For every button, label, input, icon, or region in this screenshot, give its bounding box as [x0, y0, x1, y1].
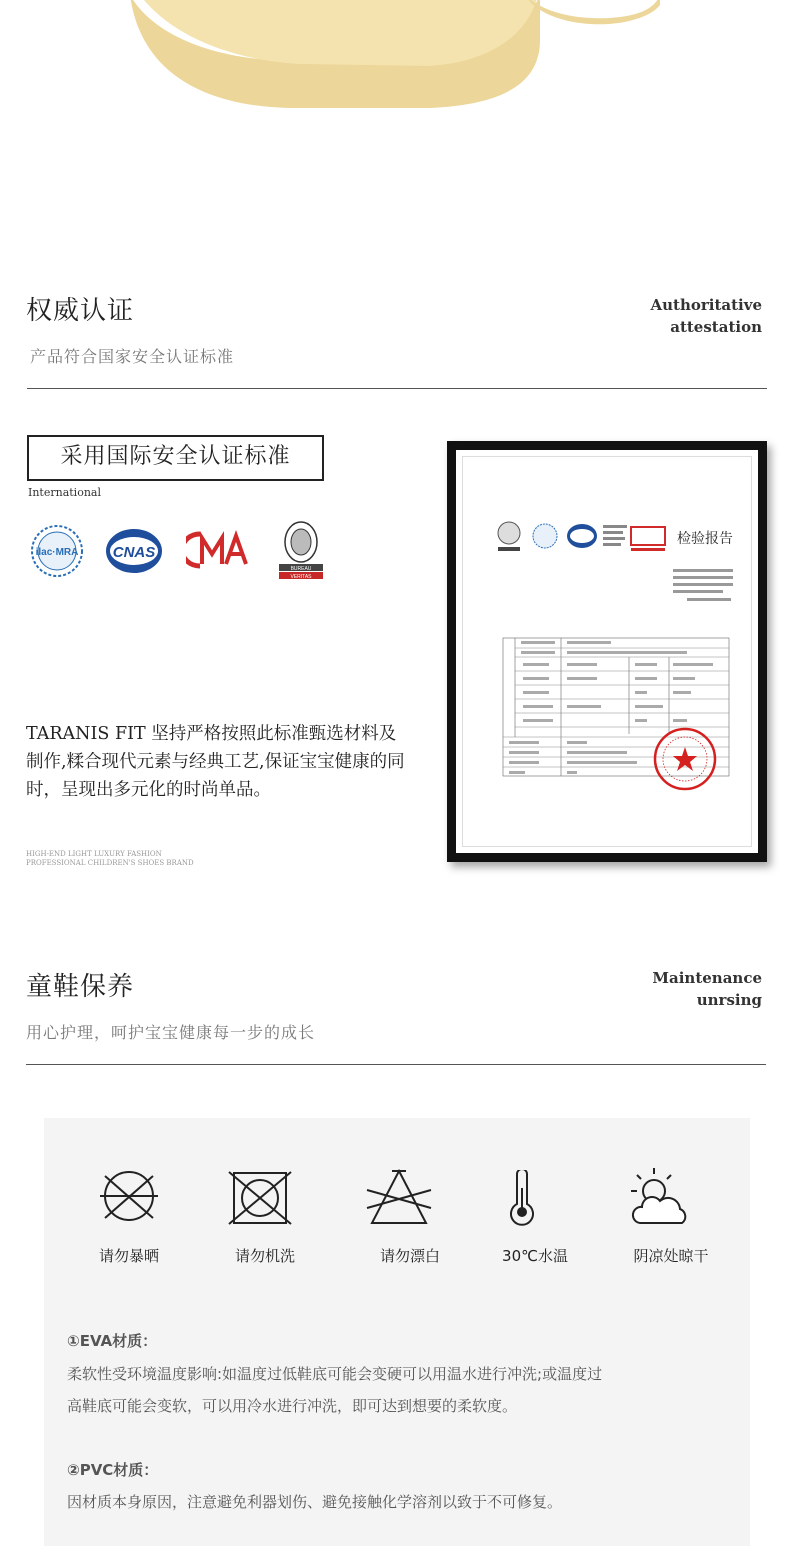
cma-logo [186, 530, 254, 570]
no-bleach-icon [366, 1168, 432, 1228]
authority-subtitle: 产品符合国家安全认证标准 [30, 347, 235, 366]
divider [26, 1064, 766, 1065]
thermometer-icon [508, 1170, 536, 1226]
shade-dry-label: 阴凉处晾干 [633, 1247, 709, 1265]
brand-tagline [26, 850, 194, 868]
thermometer-label: 30℃水温 [502, 1247, 568, 1265]
bureau-veritas-logo [276, 520, 326, 582]
svg-text:BUREAU: BUREAU [290, 566, 312, 572]
cert-logos [30, 520, 330, 582]
care-title: 童鞋保养 [26, 972, 135, 1002]
care-subtitle: 用心护理，呵护宝宝健康每一步的成长 [26, 1023, 316, 1042]
authority-title: 权威认证 [26, 296, 135, 326]
intl-standard-box: 采用国际安全认证标准 [27, 435, 324, 481]
no-sun-icon [97, 1170, 161, 1226]
divider [27, 388, 767, 389]
care-en-line2: unrsing [696, 991, 762, 1009]
svg-text:VERITAS: VERITAS [290, 574, 312, 580]
report-title: 检验报告 [677, 531, 733, 547]
eva-text-line1: 柔软性受环境温度影响:如温度过低鞋底可能会变硬可以用温水进行冲洗;或温度过 [67, 1365, 603, 1383]
pvc-title: ②PVC材质： [67, 1461, 159, 1479]
shade-dry-icon [628, 1165, 690, 1227]
care-en-line1: Maintenance [652, 969, 762, 987]
tagline-line1: HIGH-END LIGHT LUXURY FASHION [26, 850, 162, 858]
product-image [0, 0, 790, 120]
no-sun-label: 请勿暴晒 [98, 1247, 159, 1265]
report-frame [447, 441, 767, 862]
report-graphic [463, 457, 751, 846]
eva-text [67, 1358, 727, 1422]
cnas-logo [104, 526, 164, 576]
eva-title: ①EVA材质： [67, 1332, 158, 1350]
no-bleach-label: 请勿漂白 [379, 1247, 440, 1265]
pvc-text: 因材质本身原因，注意避免利器划伤、避免接触化学溶剂以致于不可修复。 [67, 1493, 563, 1511]
authority-en-line1: Authoritative [650, 296, 762, 314]
report-document [462, 456, 752, 847]
intl-en-label: International [28, 486, 101, 499]
eva-text-line2: 高鞋底可能会变软，可以用冷水进行冲洗，即可达到想要的柔软度。 [67, 1397, 518, 1415]
svg-text:CNAS: CNAS [112, 544, 156, 561]
authority-en-title [562, 294, 762, 338]
no-machine-wash-icon [228, 1170, 292, 1226]
care-en-title [562, 967, 762, 1011]
ilac-mra-logo [30, 524, 84, 578]
intl-description: TARANIS FIT 坚持严格按照此标准甄选材料及制作,糅合现代元素与经典工艺,保证宝宝健康的同时，呈现出多元化的时尚单品。 [26, 724, 405, 800]
tagline-line2: PROFESSIONAL CHILDREN'S SHOES BRAND [26, 859, 194, 867]
no-machine-wash-label: 请勿机洗 [234, 1247, 295, 1265]
svg-text:ilac·MRA: ilac·MRA [35, 547, 79, 558]
authority-en-line2: attestation [670, 318, 762, 336]
